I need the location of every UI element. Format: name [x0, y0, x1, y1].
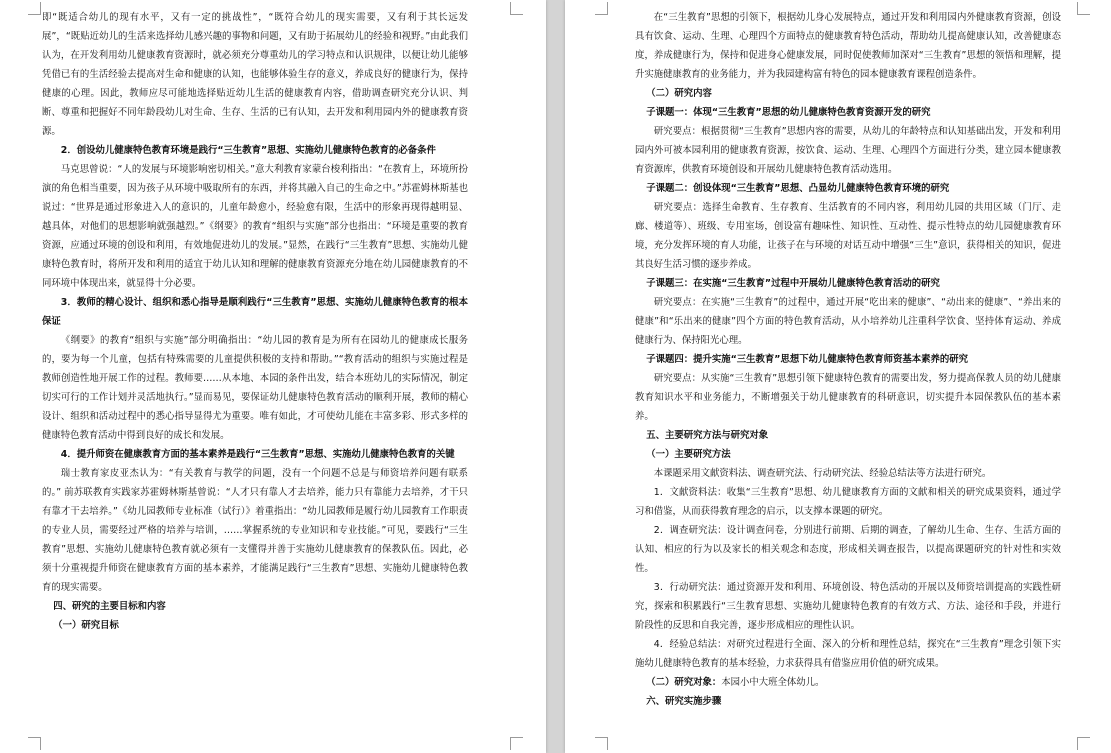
chapter-heading: 四、研究的主要目标和内容: [53, 601, 166, 612]
section-heading: 4．提升师资在健康教育方面的基本素养是践行“三生教育”思想、实施幼儿健康特色教育的关键: [60, 449, 455, 460]
crop-mark-top-right: [1077, 2, 1090, 15]
chapter-heading: 六、研究实施步骤: [646, 696, 722, 707]
document-page-left: [0, 0, 546, 753]
research-object-label: （二）研究对象：: [646, 677, 722, 688]
paragraph: 2．调查研究法：设计调查问卷，分别进行前期、后期的调查，了解幼儿生命、生存、生活方面的认知、相应的行为以及家长的相关观念和态度，形成相关调查报告，以提高课题研究的针对性和实效性。: [635, 525, 1061, 574]
subsection-heading: （二）研究内容: [646, 88, 712, 99]
paragraph: 研究要点：根据贯彻“三生教育”思想内容的需要，从幼儿的年龄特点和认知基础出发，开发和利用园内外可被本园利用的健康教育资源，按饮食、运动、生理、心理四个方面进行分类，建立园本健康教育资源库，供教育环境创设和开展幼儿健康特色教育活动选用。: [635, 126, 1061, 175]
paragraph: 马克思曾说：“人的发展与环境影响密切相关。”意大利教育家蒙台梭利指出：“在教育上，环境所扮演的角色相当重要，因为孩子从环境中吸取所有的东西，并将其融入自己的生命之中。”苏霍姆林斯基也说过：“世界是通过形象进入人的意识的，儿童年龄愈小，经验愈有限，生活中的形象再现得越明显、越具体，对他们的思想影响就强越烈。”《纲要》的教育“组织与实施”部分也指出：“环境是重要的教育资源，应通过环境的创设和利用，有效地促进幼儿的发展。”显然，在践行“三生教育”思想、实施幼儿健康特色教育时，将所开发和利用的适宜于幼儿认知和理解的健康教育资源充分地在幼儿园健康教育的不同环境中体现出来，就显得十分必要。: [42, 164, 468, 289]
section-heading: 2．创设幼儿健康特色教育环境是践行“三生教育”思想、实施幼儿健康特色教育的必备条件: [60, 145, 436, 156]
paragraph: 本课题采用文献资料法、调查研究法、行动研究法、经验总结法等方法进行研究。: [653, 468, 992, 479]
crop-mark-top-left: [595, 2, 608, 15]
subtopic-heading: 子课题二：创设体现“三生教育”思想、凸显幼儿健康特色教育环境的研究: [646, 183, 950, 194]
page-right-body: [635, 8, 1061, 711]
paragraph: 4．经验总结法：对研究过程进行全面、深入的分析和理性总结，探究在“三生教育”理念引领下实施幼儿健康特色教育的基本经验，力求获得具有借鉴应用价值的研究成果。: [635, 639, 1061, 669]
crop-mark-bottom-left: [595, 737, 608, 750]
research-object-line: [635, 673, 1061, 692]
paragraph: 研究要点：选择生命教育、生存教育、生活教育的不同内容，利用幼儿园的共用区域（门厅、走廊、楼道等）、班级、专用室场，创设富有趣味性、知识性、互动性、提示性特点的幼儿园健康教育环境，充分发挥环境的育人功能，让孩子在与环境的对话互动中增强“三生”意识，获得相关的知识，促进其良好生活习惯的逐步养成。: [635, 202, 1061, 270]
paragraph: 《纲要》的教育“组织与实施”部分明确指出：“幼儿园的教育是为所有在园幼儿的健康成长服务的，要为每一个儿童，包括有特殊需要的儿童提供积极的支持和帮助。”“教育活动的组织与实施过程是教师创造性地开展工作的过程。教师要……从本地、本园的条件出发，结合本班幼儿的实际情况，制定切实可行的工作计划并灵活地执行。”显而易见，要保证幼儿健康特色教育活动的顺利开展，教师的精心设计、组织和活动过程中的悉心指导显得尤为重要。唯有如此，才可使幼儿能在丰富多彩、形式多样的健康特色教育活动中得到良好的成长和发展。: [42, 335, 468, 441]
subsection-heading: （一）主要研究方法: [646, 449, 731, 460]
research-object-value: 本园小中大班全体幼儿。: [721, 677, 825, 688]
subtopic-heading: 子课题一：体现“三生教育”思想的幼儿健康特色教育资源开发的研究: [646, 107, 931, 118]
crop-mark-top-left: [28, 2, 41, 15]
subsection-heading: （一）研究目标: [53, 620, 119, 631]
paragraph: 研究要点：从实施“三生教育”思想引领下健康特色教育的需要出发，努力提高保教人员的幼儿健康教育知识水平和业务能力，不断增强关于幼儿健康教育的科研意识，切实提升本园保教队伍的基本素养。: [635, 373, 1061, 422]
subtopic-heading: 子课题三：在实施“三生教育”过程中开展幼儿健康特色教育活动的研究: [646, 278, 940, 289]
paragraph: 在“三生教育”思想的引领下，根据幼儿身心发展特点，通过开发和利用园内外健康教育资源，创设具有饮食、运动、生理、心理四个方面特点的健康教育特色活动，帮助幼儿提高健康认知，改善健康态度，养成健康行为，保持和促进身心健康发展，同时促使教师加深对“三生教育”思想的领悟和理解，提升实施健康教育的业务能力，并为我园建构富有特色的园本健康教育课程创造条件。: [635, 12, 1061, 80]
crop-mark-bottom-right: [510, 737, 523, 750]
chapter-heading: 五、主要研究方法与研究对象: [646, 430, 769, 441]
crop-mark-bottom-right: [1077, 737, 1090, 750]
section-heading: 3．教师的精心设计、组织和悉心指导是顺利践行“三生教育”思想、实施幼儿健康特色教育的根本保证: [42, 297, 468, 327]
crop-mark-bottom-left: [28, 737, 41, 750]
paragraph: 1．文献资料法：收集“三生教育”思想、幼儿健康教育方面的文献和相关的研究成果资料，通过学习和借鉴，从而获得教育理念的启示，以支撑本课题的研究。: [635, 487, 1061, 517]
paragraph: 即“既适合幼儿的现有水平，又有一定的挑战性”，“既符合幼儿的现实需要，又有利于其长远发展”，“既贴近幼儿的生活来选择幼儿感兴趣的事物和问题，又有助于拓展幼儿的经验和视野。”由此我们认为，在开发利用幼儿健康教育资源时，就必须充分尊重幼儿的学习特点和认识规律，以便让幼儿能够凭借已有的生活经验去提高对生命和健康的认知，也能够体验生存的意义，养成良好的健康行为，保持健康的心理。因此，教师应尽可能地选择贴近幼儿生活的健康教育内容，借助调查研究充分认识、判断、尊重和把握好不同年龄段幼儿对生命、生存、生活的已有认知，去开发和利用园内外的健康教育资源。: [42, 12, 468, 137]
paragraph: 研究要点：在实施“三生教育”的过程中，通过开展“吃出来的健康”、“动出来的健康”、“养出来的健康”和“乐出来的健康”四个方面的特色教育活动，从小培养幼儿注重科学饮食、坚持体育运动、养成健康行为、保持阳光心理。: [635, 297, 1061, 346]
subtopic-heading: 子课题四：提升实施“三生教育”思想下幼儿健康特色教育师资基本素养的研究: [646, 354, 968, 365]
page-left-body: [42, 8, 468, 635]
paragraph: 瑞士教育家皮亚杰认为：“有关教育与教学的问题，没有一个问题不总是与师资培养问题有联系的。” 前苏联教育实践家苏霍姆林斯基曾说：“人才只有靠人才去培养，能力只有靠能力去培养，才干只有靠才干去培养。”《幼儿园教师专业标准（试行）》着重指出：“幼儿园教师是履行幼儿园教育工作职责的专业人员，需要经过严格的培养与培训，……掌握系统的专业知识和专业技能。”可见，要践行“三生教育”思想、实施幼儿健康特色教育就必须有一支懂得并善于实施幼儿健康教育的保教队伍。因此，必须十分重视提升师资在健康教育方面的基本素养，才能满足践行“三生教育”思想、实施幼儿健康特色教育的现实需要。: [42, 468, 468, 593]
crop-mark-top-right: [510, 2, 523, 15]
document-page-right: [565, 0, 1111, 753]
paragraph: 3．行动研究法：通过资源开发和利用、环境创设、特色活动的开展以及师资培训提高的实践性研究，探索和积累践行“三生教育思想、实施幼儿健康特色教育的有效方式、方法、途径和手段，并进行阶段性的反思和自我完善，逐步形成相应的理性认识。: [635, 582, 1061, 631]
